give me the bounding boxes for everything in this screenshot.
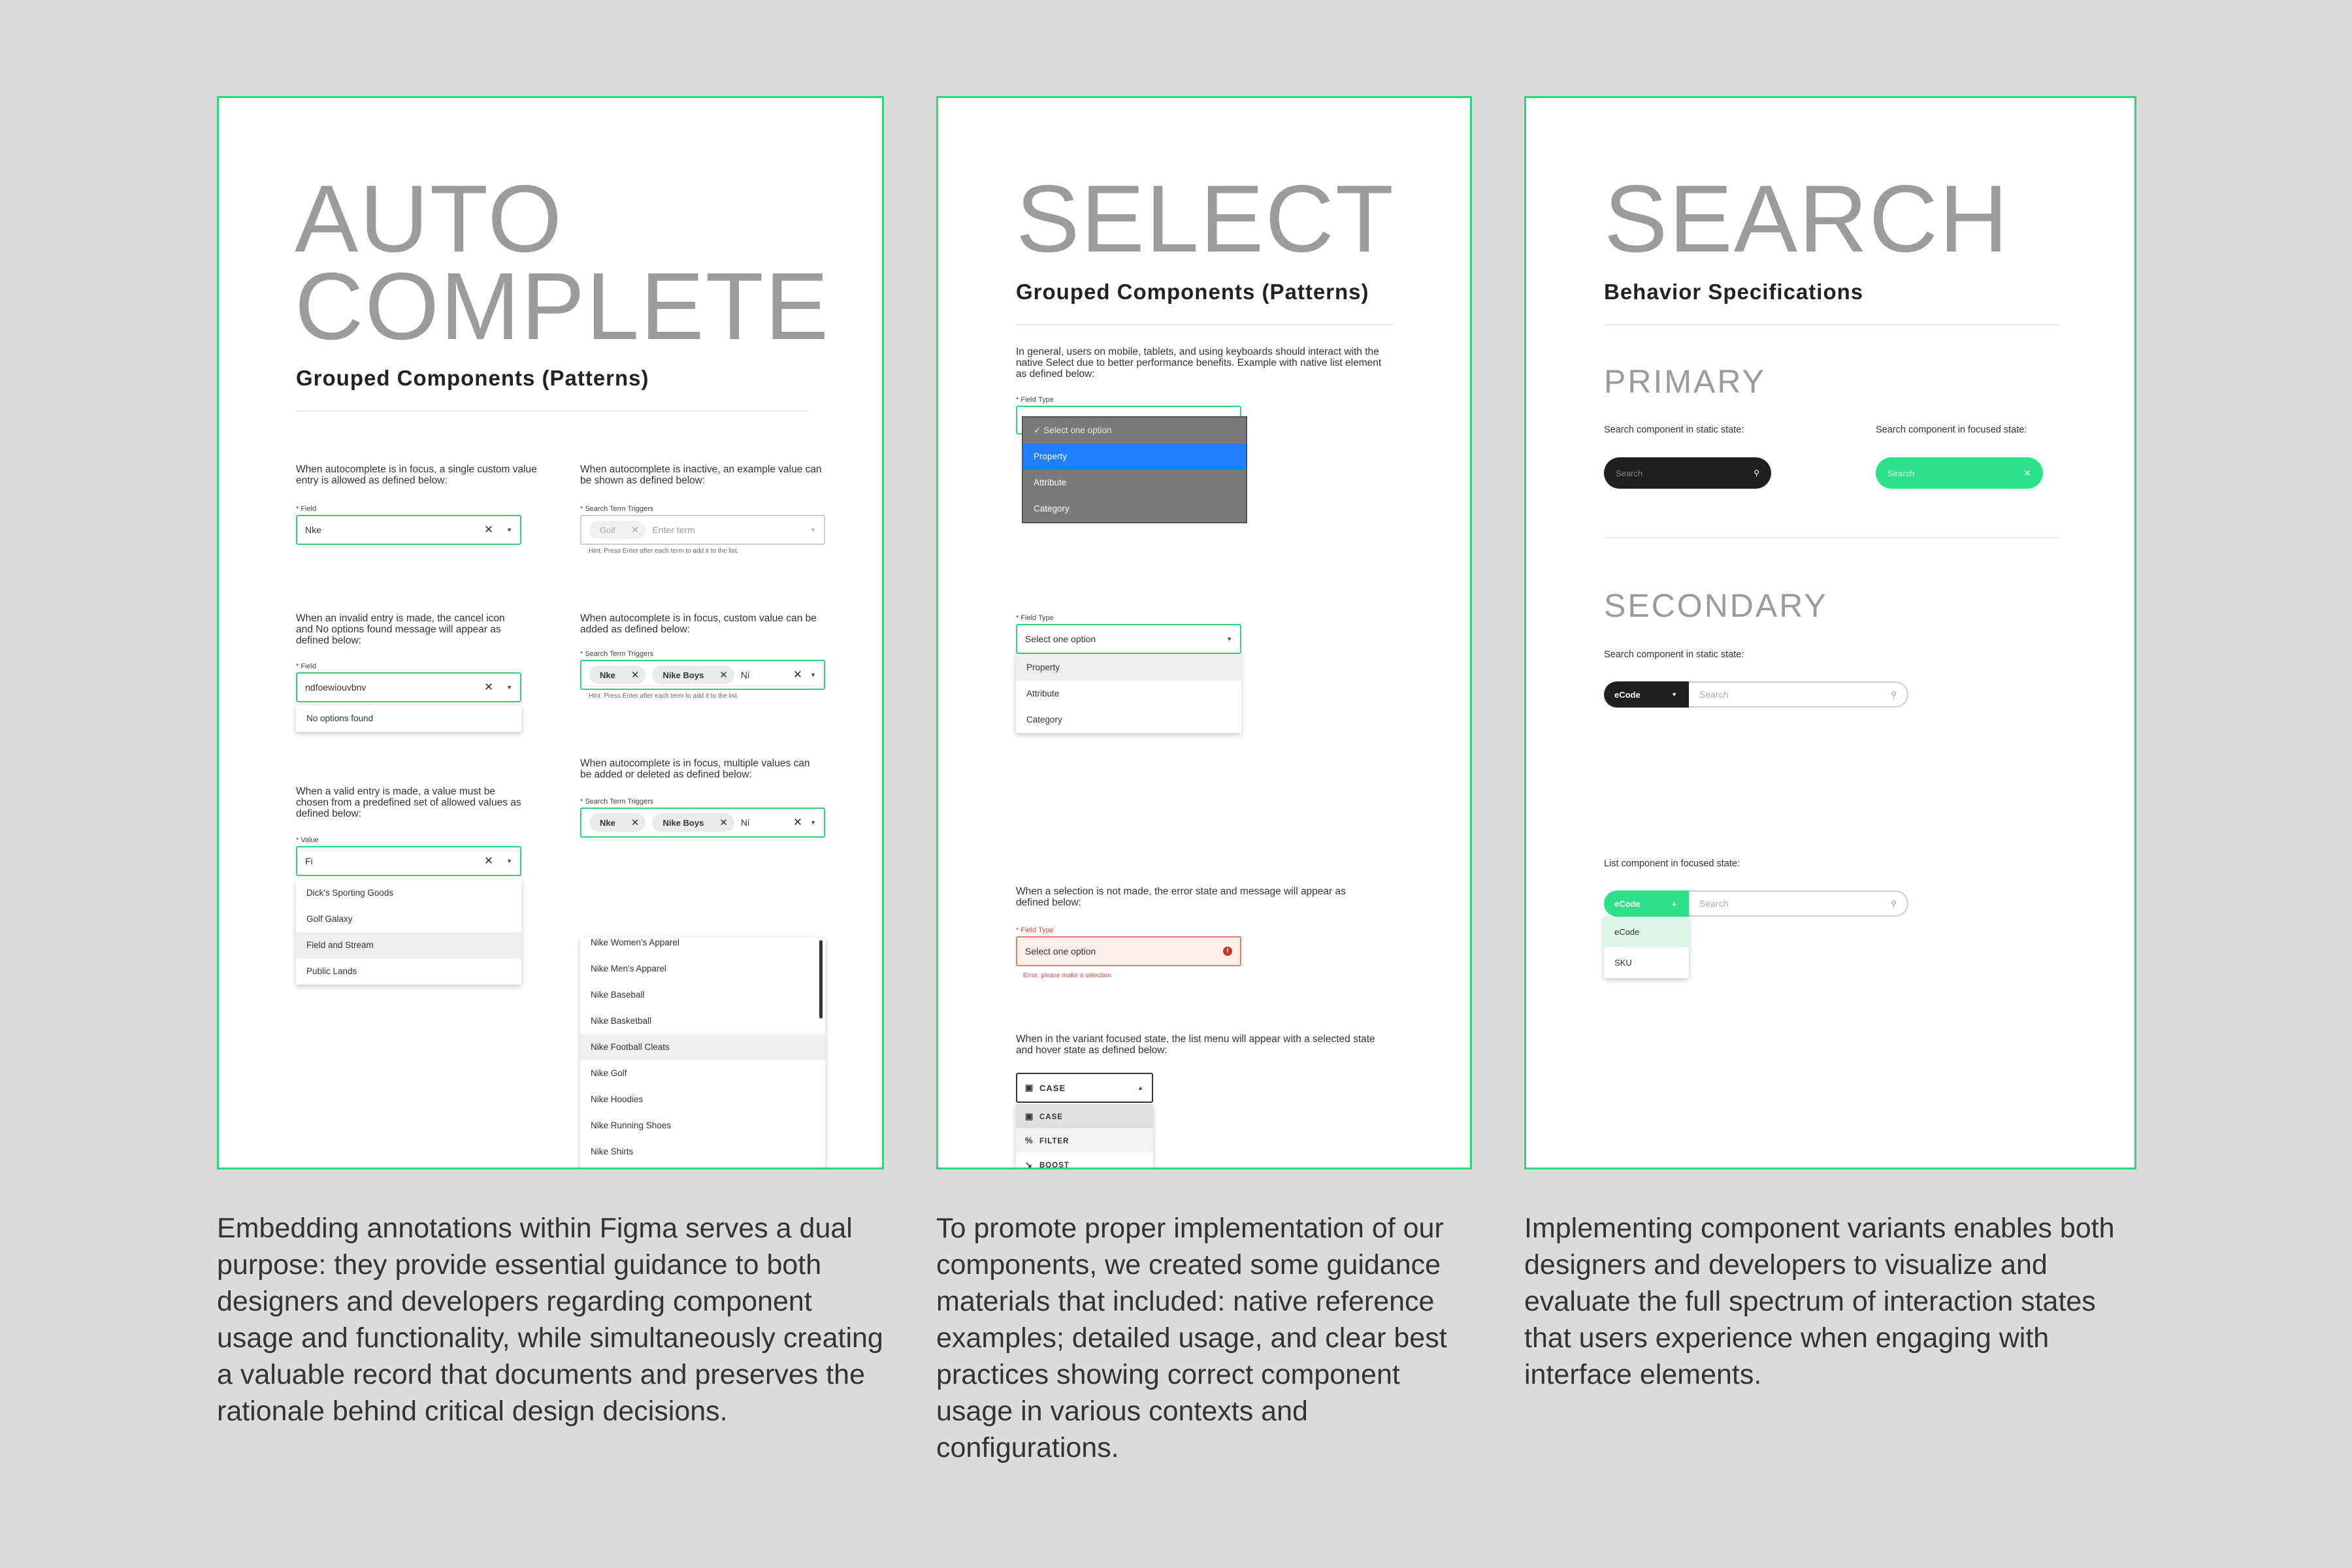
field-label: * Field [296,505,317,513]
ex1-description: When autocomplete is in focus, a single custom value entry is allowed as defined below: [296,464,537,486]
percent-icon: % [1025,1135,1034,1145]
allowed-values-menu [296,880,521,985]
variant-menu [1016,1104,1153,1169]
search-term-triggers-field[interactable] [580,515,825,545]
clear-icon[interactable]: ✕ [792,816,803,828]
select-subtitle: Grouped Components (Patterns) [1016,280,1369,304]
clear-icon[interactable]: ✕ [483,681,494,693]
error-message: Error, please make a selection. [1023,972,1113,979]
field-value: Nke [305,525,321,535]
search-caption: Implementing component variants enables both designers and developers to visualize and evaluate the full spectrum of interaction states that users experience when engaging with interface elements. [1524,1213,2115,1390]
select-caption: To promote proper implementation of our components, we created some guidance materials that included: native reference examples; detailed usage, and clear best practices showing correct component usage in various contexts and configurations. [936,1213,1447,1463]
focused-state-label: Search component in focused state: [1876,425,2027,435]
secondary-search-focused [1604,890,1908,917]
trend-icon: ↘ [1025,1160,1033,1169]
primary-search-focused[interactable] [1876,457,2043,489]
search-icon[interactable]: ⚲ [1891,899,1897,908]
primary-search-static[interactable] [1604,457,1771,489]
field-label: * Field Type [1016,396,1054,404]
field-label: * Field Type [1016,614,1054,622]
menu-option[interactable]: SKU [1614,958,1632,968]
calendar-icon: ▣ [1025,1111,1034,1121]
divider [1016,324,1394,325]
ex4-description: When autocomplete is in focus, custom value can be added as defined below: [580,613,817,635]
clear-icon[interactable]: ✕ [483,855,494,867]
static-state-label: Search component in static state: [1604,425,1744,435]
close-icon[interactable]: ✕ [719,670,728,681]
search-title: SEARCH [1604,165,2010,272]
close-icon[interactable]: ✕ [719,817,728,828]
menu-option[interactable]: Nike Basketball [591,1016,652,1026]
search-input[interactable]: Search [1616,468,1643,478]
error-state-description: When a selection is not made, the error state and message will appear as defined below: [1016,886,1346,908]
secondary-heading: SECONDARY [1604,587,1828,624]
title-line-1: AUTO [295,165,563,272]
field-label: * Field [296,662,317,670]
chevron-down-icon[interactable]: ▼ [810,819,816,826]
term-chip [589,813,645,832]
close-icon[interactable]: ✕ [630,670,640,681]
term-chip [589,666,645,684]
menu-option[interactable]: Nike Shirts [591,1147,634,1156]
term-input[interactable]: Enter term [652,525,695,535]
search-term-triggers-field[interactable] [580,660,825,690]
autocomplete-panel [217,96,884,1169]
divider [1604,537,2060,538]
select-menu [1016,655,1241,733]
menu-option[interactable]: Category [1026,715,1062,725]
chevron-down-icon[interactable]: ▼ [506,858,512,864]
secondary-search-static [1604,681,1908,708]
option-label: BOOST [1039,1162,1070,1169]
search-input[interactable]: Search [1887,468,1915,478]
option-label: FILTER [1039,1137,1070,1145]
chevron-down-icon[interactable]: ▼ [506,527,512,533]
ecode-dropdown[interactable] [1604,681,1689,708]
dropdown-value: eCode [1614,689,1641,700]
search-subtitle: Behavior Specifications [1604,280,1864,304]
chip-label: Nike Boys [662,817,704,828]
ecode-menu [1604,917,1689,978]
term-input[interactable]: Ni [740,817,750,828]
chevron-up-icon[interactable]: ▲ [1137,1085,1144,1091]
autocomplete-field[interactable] [296,515,521,545]
field-label: * Search Term Triggers [580,798,654,806]
select-title: SELECT [1016,165,1395,272]
chevron-down-icon: ▼ [1671,691,1677,698]
divider [296,410,808,412]
ex2-description: When autocomplete is inactive, an example value can be shown as defined below: [580,464,822,486]
term-input[interactable]: Ni [740,670,750,680]
chip-label: Nke [600,670,615,680]
field-value: ndfoewiouvbnv [305,682,367,693]
clear-icon[interactable]: ✕ [792,668,803,681]
search-term-triggers-field[interactable] [580,808,825,838]
dropdown-value: eCode [1614,898,1641,909]
menu-option[interactable]: Nike Men's Apparel [591,964,666,973]
static-state-label: Search component in static state: [1604,649,1744,660]
ex5-description: When a valid entry is made, a value must be chosen from a predefined set of allowed values as defined below: [296,786,521,819]
menu-option[interactable]: Nike Running Shoes [591,1120,672,1130]
native-option[interactable]: ✓ Select one option [1034,425,1112,435]
menu-option[interactable]: Attribute [1026,689,1060,698]
autocomplete-subtitle: Grouped Components (Patterns) [296,366,649,390]
no-options-message: No options found [306,713,374,723]
error-icon: ! [1223,947,1232,956]
multi-value-menu [580,938,825,1169]
menu-option-highlighted[interactable]: Field and Stream [296,932,521,958]
menu-option[interactable]: Dick's Sporting Goods [306,888,394,898]
field-label: * Field Type [1016,926,1054,934]
menu-option[interactable]: Nike Golf [591,1068,627,1078]
hint-text: Hint: Press Enter after each term to add it to the list. [589,547,739,555]
menu-option-selected[interactable]: eCode [1604,917,1689,947]
select-value: Select one option [1025,634,1096,644]
menu-option[interactable]: Nike Women's Apparel [591,938,679,947]
menu-option-highlighted[interactable]: Property [1016,655,1241,681]
search-icon[interactable]: ⚲ [1754,468,1759,478]
clear-icon[interactable]: ✕ [2023,467,2031,478]
native-option-selected[interactable]: Property [1023,444,1246,470]
autocomplete-field-valid[interactable] [296,846,521,876]
field-value: Fi [305,856,313,866]
search-input[interactable] [1689,890,1908,917]
select-value: Select one option [1025,946,1096,956]
calendar-icon: ▣ [1025,1083,1034,1092]
divider [1604,324,2060,325]
native-option[interactable]: Category [1034,504,1070,514]
scrollbar[interactable] [819,940,823,1019]
hint-text: Hint: Press Enter after each term to add it to the list. [589,693,739,700]
autocomplete-field-invalid[interactable] [296,672,521,702]
select-field[interactable] [1016,624,1241,654]
menu-option[interactable]: Public Lands [306,966,357,976]
no-options-menu [296,706,521,732]
chevron-up-icon: ▲ [1671,900,1677,907]
option-label: CASE [1039,1113,1063,1121]
term-chip [589,521,645,539]
autocomplete-title [295,165,830,359]
menu-option[interactable]: Nike Hoodies [591,1094,644,1104]
autocomplete-caption: Embedding annotations within Figma serves a dual purpose: they provide essential guidance to both designers and developers regarding component usage and functionality, while simultaneously creating a valuable record that documents and preserves the rationale behind critical design decisions. [217,1213,883,1427]
select-value: CASE [1039,1083,1066,1093]
chip-label: Nike Boys [662,670,704,680]
term-chip [652,813,734,832]
search-icon[interactable]: ⚲ [1891,690,1897,699]
native-select-description: In general, users on mobile, tablets, and using keyboards should interact with the native Select due to better performance benefits. Example with native list element as defined below: [1016,346,1382,380]
search-placeholder: Search [1699,898,1729,909]
clear-icon[interactable]: ✕ [483,523,494,536]
chip-label: Golf [600,525,615,535]
select-field-error[interactable] [1016,936,1241,966]
menu-option-hover[interactable] [1016,1128,1153,1152]
chevron-down-icon: ▼ [810,527,816,533]
menu-option-selected[interactable] [1016,1104,1153,1128]
menu-option[interactable] [580,1165,825,1169]
chevron-down-icon[interactable]: ▼ [506,684,512,691]
term-chip [652,666,734,684]
ecode-dropdown[interactable] [1604,890,1689,917]
ex6-description: When autocomplete is in focus, multiple values can be added or deleted as defined below: [580,758,810,780]
search-panel [1524,96,2136,1169]
close-icon: ✕ [630,525,640,536]
menu-option[interactable] [1016,1152,1153,1169]
menu-list [580,938,825,1169]
search-input[interactable] [1689,681,1908,708]
chevron-down-icon[interactable]: ▼ [810,672,816,678]
chip-label: Nke [600,817,615,828]
native-option[interactable]: Attribute [1034,478,1067,487]
ex3-description: When an invalid entry is made, the cancel icon and No options found message will appear as defined below: [296,613,505,646]
menu-option[interactable]: Golf Galaxy [306,914,353,924]
search-placeholder: Search [1699,689,1729,700]
variant-select-field[interactable] [1016,1073,1153,1103]
variant-focused-description: When in the variant focused state, the list menu will appear with a selected state and hover state as defined below: [1016,1034,1375,1056]
field-label: * Search Term Triggers [580,650,654,658]
close-icon[interactable]: ✕ [630,817,640,828]
title-line-2: COMPLETE [295,253,830,359]
select-panel [936,96,1472,1169]
menu-option-highlighted[interactable]: Nike Football Cleats [580,1034,825,1060]
field-label: * Search Term Triggers [580,505,654,513]
primary-heading: PRIMARY [1604,363,1766,400]
menu-option[interactable]: Nike Baseball [591,990,645,1000]
native-select-list [1022,416,1247,523]
focused-state-label: List component in focused state: [1604,858,1740,869]
field-label: * Value [296,836,319,844]
chevron-down-icon[interactable]: ▼ [1226,636,1232,642]
